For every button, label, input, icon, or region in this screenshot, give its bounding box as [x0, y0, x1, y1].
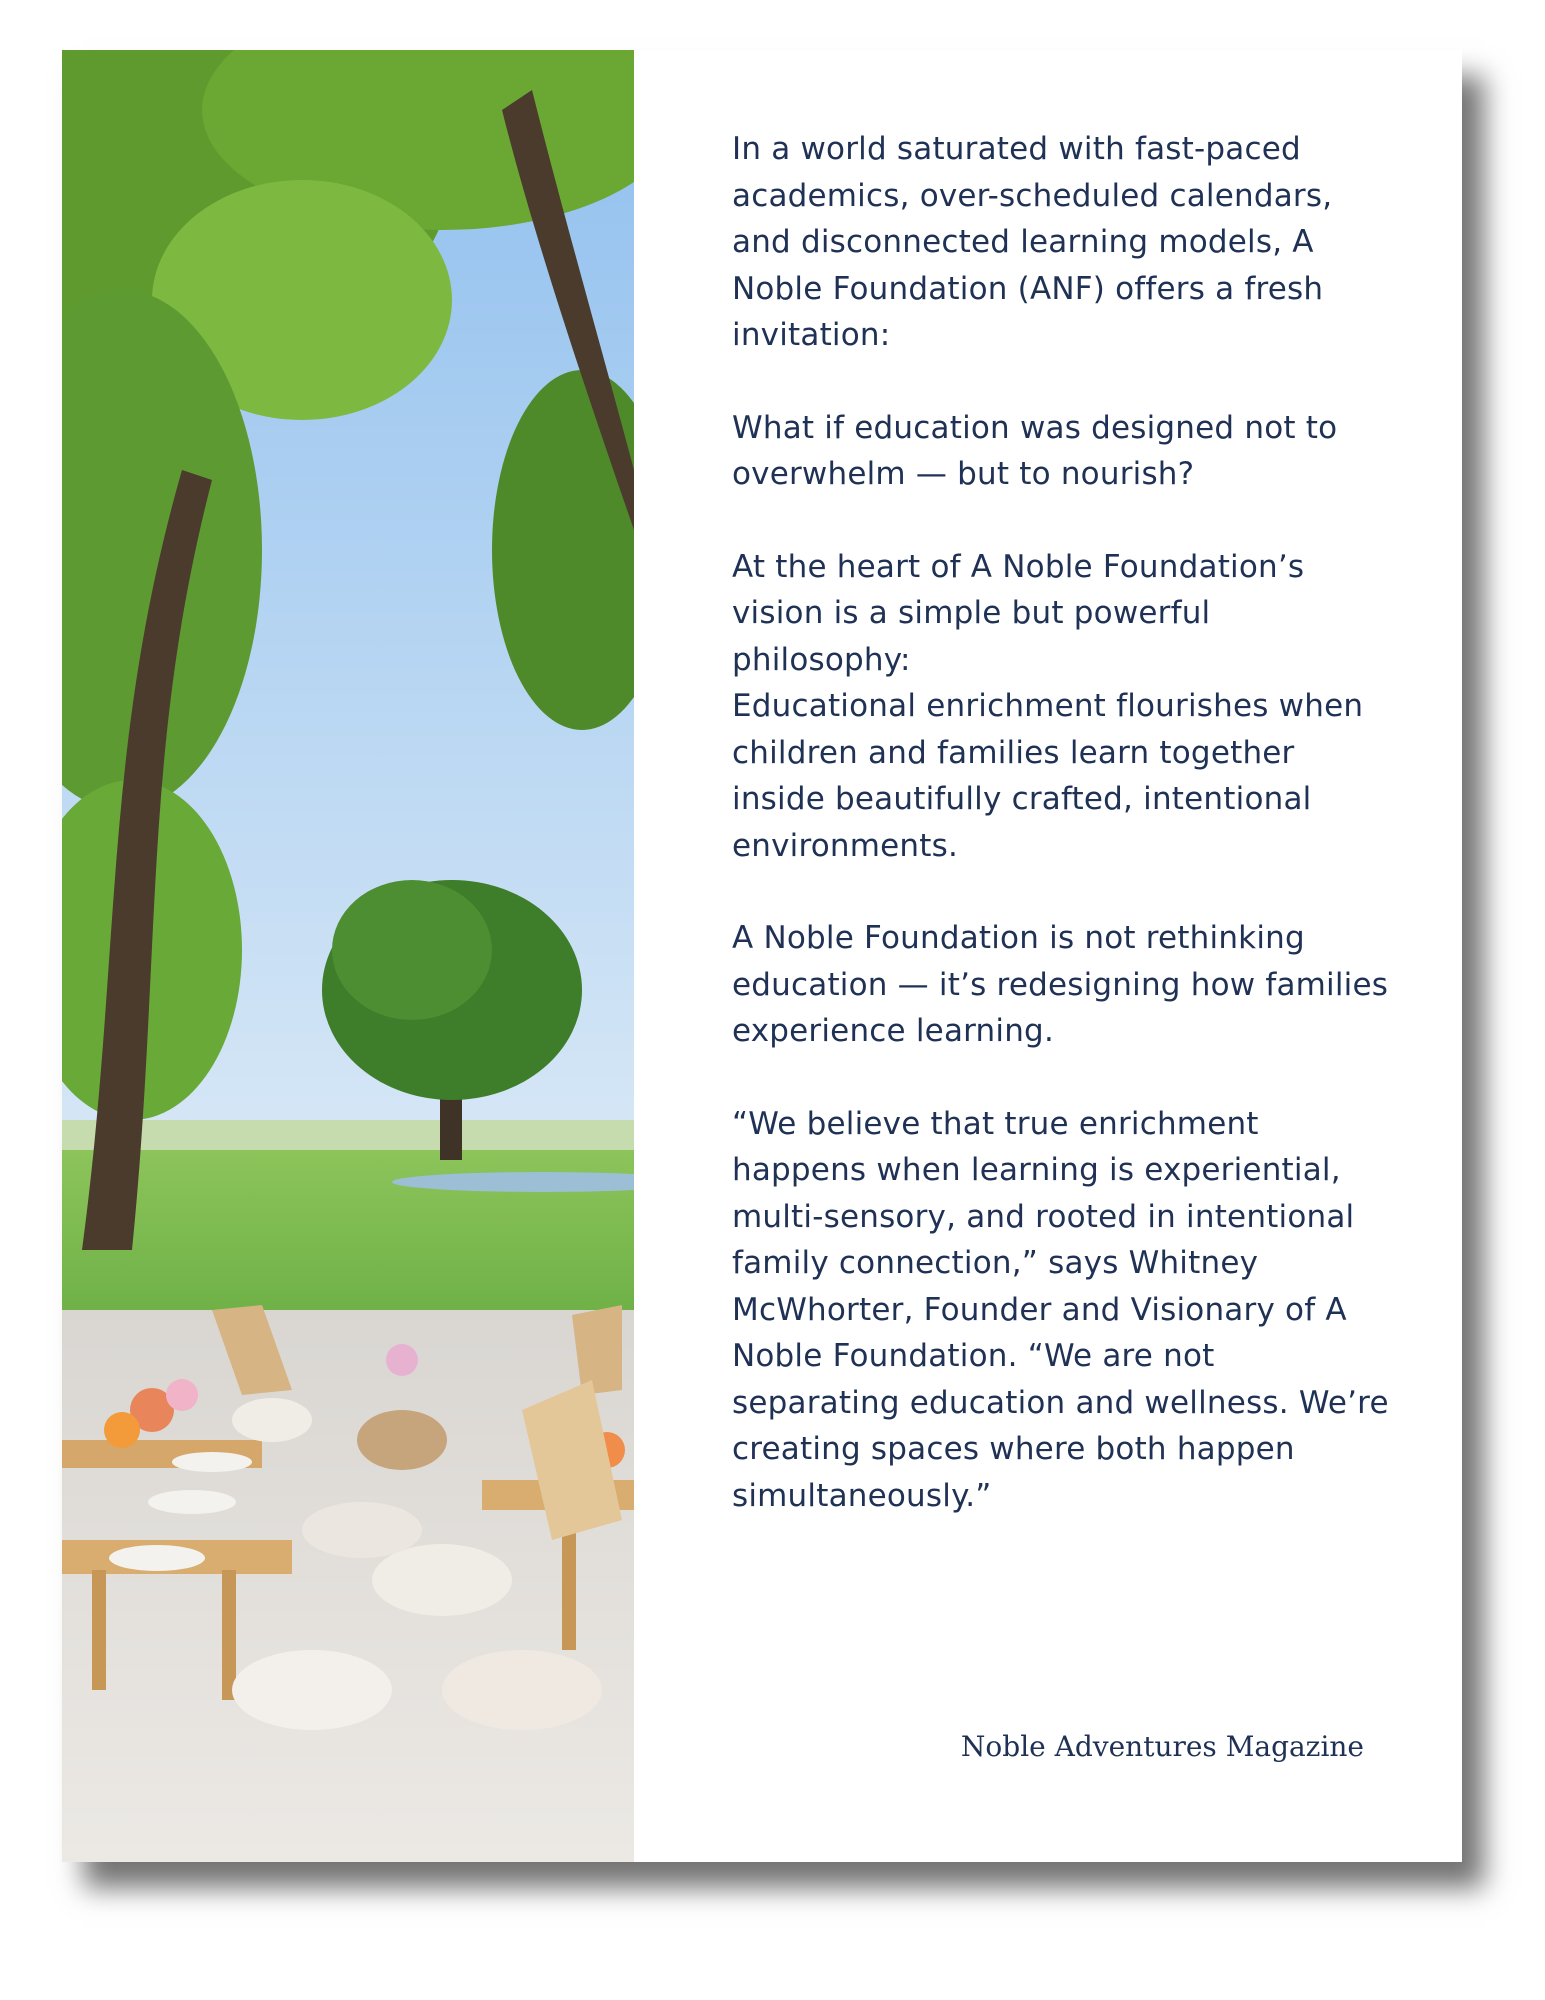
article-paragraph-2: What if education was designed not to overwhelm — but to nourish? — [732, 409, 1338, 492]
publication-name: Noble Adventures Magazine — [960, 1730, 1364, 1763]
article-paragraph-4: A Noble Foundation is not rethinking education — it’s redesigning how families experience learning. — [732, 920, 1389, 1049]
article-body — [732, 126, 1392, 1565]
article-paragraph-5: “We believe that true enrichment happens when learning is experiential, multi-sensory, and rooted in intentional family connection,” says Whitney McWhorter, Founder and Visionary of A Noble Foundation. “We are not separating education and wellness. We’re creating spaces where both happen simultaneously.” — [732, 1105, 1389, 1514]
article-paragraph-1: In a world saturated with fast-paced academics, over-scheduled calendars, and disconnected learning models, A Noble Foundation (ANF) offers a fresh invitation: — [732, 131, 1333, 353]
outdoor-picnic-photo — [62, 50, 634, 1862]
picnic-illustration — [62, 50, 634, 1862]
magazine-page — [62, 50, 1462, 1862]
article-paragraph-3: At the heart of A Noble Foundation’s vision is a simple but powerful philosophy: Educational enrichment flourishes when children and families learn together inside beautifully crafted, intentional environments. — [732, 548, 1364, 864]
